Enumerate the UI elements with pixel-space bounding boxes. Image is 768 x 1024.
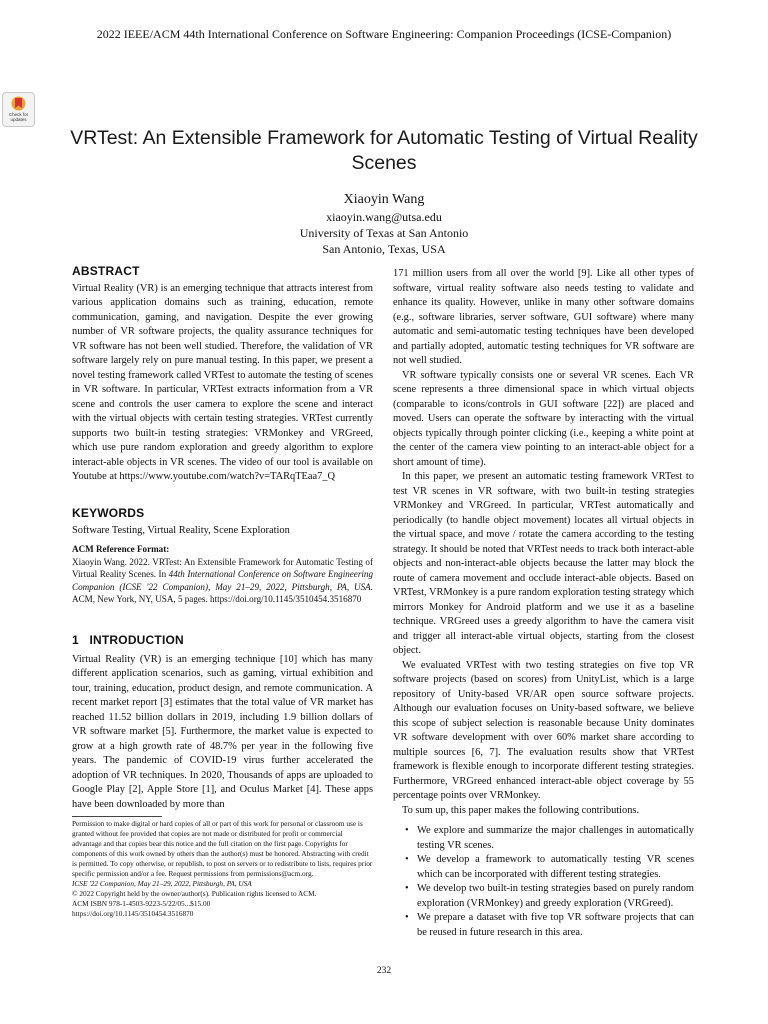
author-location: San Antonio, Texas, USA [322,242,446,256]
footnote-rule [72,816,162,817]
permission-isbn: ACM ISBN 978-1-4503-9223-5/22/05...$15.00 [72,898,211,908]
page-number: 232 [376,966,392,976]
list-item: • We develop a framework to automatically testing VR scenes which can be incorporated with different testing strategies. [393,853,694,882]
author-institution: University of Texas at San Antonio [299,226,469,240]
abstract-section [72,264,373,485]
abstract-heading: ABSTRACT [72,264,140,278]
acm-reference-authors: Xiaoyin Wang. 2022. VRTest: An Extensible Framework for Automatic Testing of Virtual Reality Scenes. In [72,556,373,579]
permission-venue: ICSE '22 Companion, May 21–29, 2022, Pittsburgh, PA, USA [72,878,252,888]
proceedings-header: 2022 IEEE/ACM 44th International Conference on Software Engineering: Companion Proceedings (ICSE-Companion) [96,27,672,41]
acm-reference-venue: 44th International Conference on Software Engineering Companion (ICSE '22 Companion), May 21–29, 2022, Pittsburgh, PA, USA. [72,569,373,592]
abstract-text: Virtual Reality (VR) is an emerging technique that attracts interest from various application domains such as training, education, remote communication, gaming, and navigation. Despite the ever growing number of VR software projects, the quality assurance techniques for VR software has not been well studied. Therefore, the validation of VR software largely rely on pure manual testing. In this paper, we present a novel testing framework called VRTest to automate the testing of scenes in VR software. In particular, VRTest extracts information from a VR scene and controls the user camera to explore the scene and interact with the virtual objects with certain testing strategies. VRTest currently supports two built-in testing strategies: VRMonkey and VRGreed, which use pure random exploration and greedy algorithm to explore interact-able objects in VR scenes. The video of our tool is available on Youtube at https://www.youtube.com/watch?v=TARqTEaa7_Q [72,282,373,482]
permission-copyright: © 2022 Copyright held by the owner/author(s). Publication rights licensed to ACM. [72,888,317,898]
paper-title: VRTest: An Extensible Framework for Automatic Testing of Virtual Reality Scenes [70,127,698,174]
intro-right-column [393,267,694,940]
section-number: 1 [72,633,79,647]
author-email[interactable]: xiaoyin.wang@utsa.edu [326,210,442,224]
list-item: • We explore and summarize the major challenges in automatically testing VR scenes. [393,824,694,853]
contributions-list [393,824,694,940]
keywords-section [72,506,373,538]
list-item: • We develop two built-in testing strategies based on purely random exploration (VRMonkey) and greedy exploration (VRGreed). [393,882,694,911]
section-title: INTRODUCTION [89,633,184,647]
acm-reference [72,543,373,606]
intro-paragraph: 171 million users from all over the world [9]. Like all other types of software, virtual reality software also needs testing to validate and enhance its quality. However, unlike in many other software domains (e.g., software libraries, server software, GUI software) where many automatic and semi-automatic testing techniques have been developed and partially adopted, automatic testing techniques for VR software are not well studied. [393,268,694,366]
badge-label: Check for updates [8,112,29,122]
list-item: • We prepare a dataset with five top VR software projects that can be reused in future research in this area. [393,911,694,940]
permission-text: Permission to make digital or hard copies of all or part of this work for personal or classroom use is granted without fee provided that copies are not made or distributed for profit or commercial advantage and that copies bear this notice and the full citation on the first page. Copyrights for components of this work owned by others than the author(s) must be honored. Abstracting with credit is permitted. To copy otherwise, or republish, to post on servers or to redistribute to lists, requires prior specific permission and/or a fee. Request permissions from permissions@acm.org. [72,819,373,878]
intro-paragraph: In this paper, we present an automatic testing framework VRTest to test VR scenes in VR software, with two built-in testing strategies VRMonkey and VRGreed. In particular, VRTest automatically and periodically (to handle object movement) locates all virtual objects in the virtual space, and move / rotate the camera according to the testing strategy. It should be noted that VRTest needs to track both interact-able objects and non-interact-able objects because the latter may block the route of camera movement and occlude interact-able objects. Based on VRTest, VRMonkey is a pure random exploration testing strategy which mirrors Monkey for Android platform and we use it as a baseline technique. VRGreed uses a greedy algorithm to have the camera visit and trigger all interact-able virtual objects, starting from the closest object. [393,471,694,656]
intro-left-text: Virtual Reality (VR) is an emerging technique [10] which has many different application scenarios, such as gaming, virtual exhibition and tour, training, education, product design, and remote communication. A recent market report [3] estimates that the total value of VR market has reached 11.52 billion dollars in 2019, including 1.9 billion dollars of VR software market [5]. Furthermore, the market value is expected to grow at a high growth rate of 48.7% per year in the following five years. The pandemic of COVID-19 virus further accelerated the adoption of VR techniques. In 2020, Thousands of apps are uploaded to Google Play [2], Apple Store [1], and Oculus Market [4]. These apps have been downloaded by more than [72,653,373,810]
introduction-heading [72,633,373,648]
introduction-section [72,633,373,812]
permission-doi[interactable]: https://doi.org/10.1145/3510454.3516870 [72,908,194,918]
intro-paragraph: To sum up, this paper makes the following contributions. [402,804,640,816]
check-for-updates-badge[interactable] [2,92,35,127]
acm-reference-tail: ACM, New York, NY, USA, 5 pages. https://doi.org/10.1145/3510454.3516870 [72,594,362,604]
permission-block [72,819,373,919]
intro-paragraph: VR software typically consists one or several VR scenes. Each VR scene represents a three dimensional space in which virtual objects (comparable to icons/controls in GUI software [22]) are placed and moved. Users can operate the software by interacting with the virtual objects typically through pointer clicking (i.e., keeping a white point at the center of the camera view pointing to an interact-able object for a short amount of time). [393,369,694,468]
acm-reference-label: ACM Reference Format: [72,544,170,554]
intro-paragraph: We evaluated VRTest with two testing strategies on five top VR software projects (based on scores) from UnityList, which is a large repository of Unity-based VR/AR open source software projects. Although our evaluation focuses on Unity-based software, we believe this scope of subject selection is reasonable because Unity dominates VR software development with over 60% market share according to multiple sources [6, 7]. The evaluation results show that VRTest framework is flexible enough to incorporate different testing strategies. Furthermore, VRGreed enhanced interact-able object coverage by 55 percentage points over VRMonkey. [393,659,694,801]
author-name: Xiaoyin Wang [343,192,425,207]
keywords-heading: KEYWORDS [72,506,145,520]
bookmark-update-icon [10,96,27,111]
keywords-text: Software Testing, Virtual Reality, Scene Exploration [72,524,290,536]
